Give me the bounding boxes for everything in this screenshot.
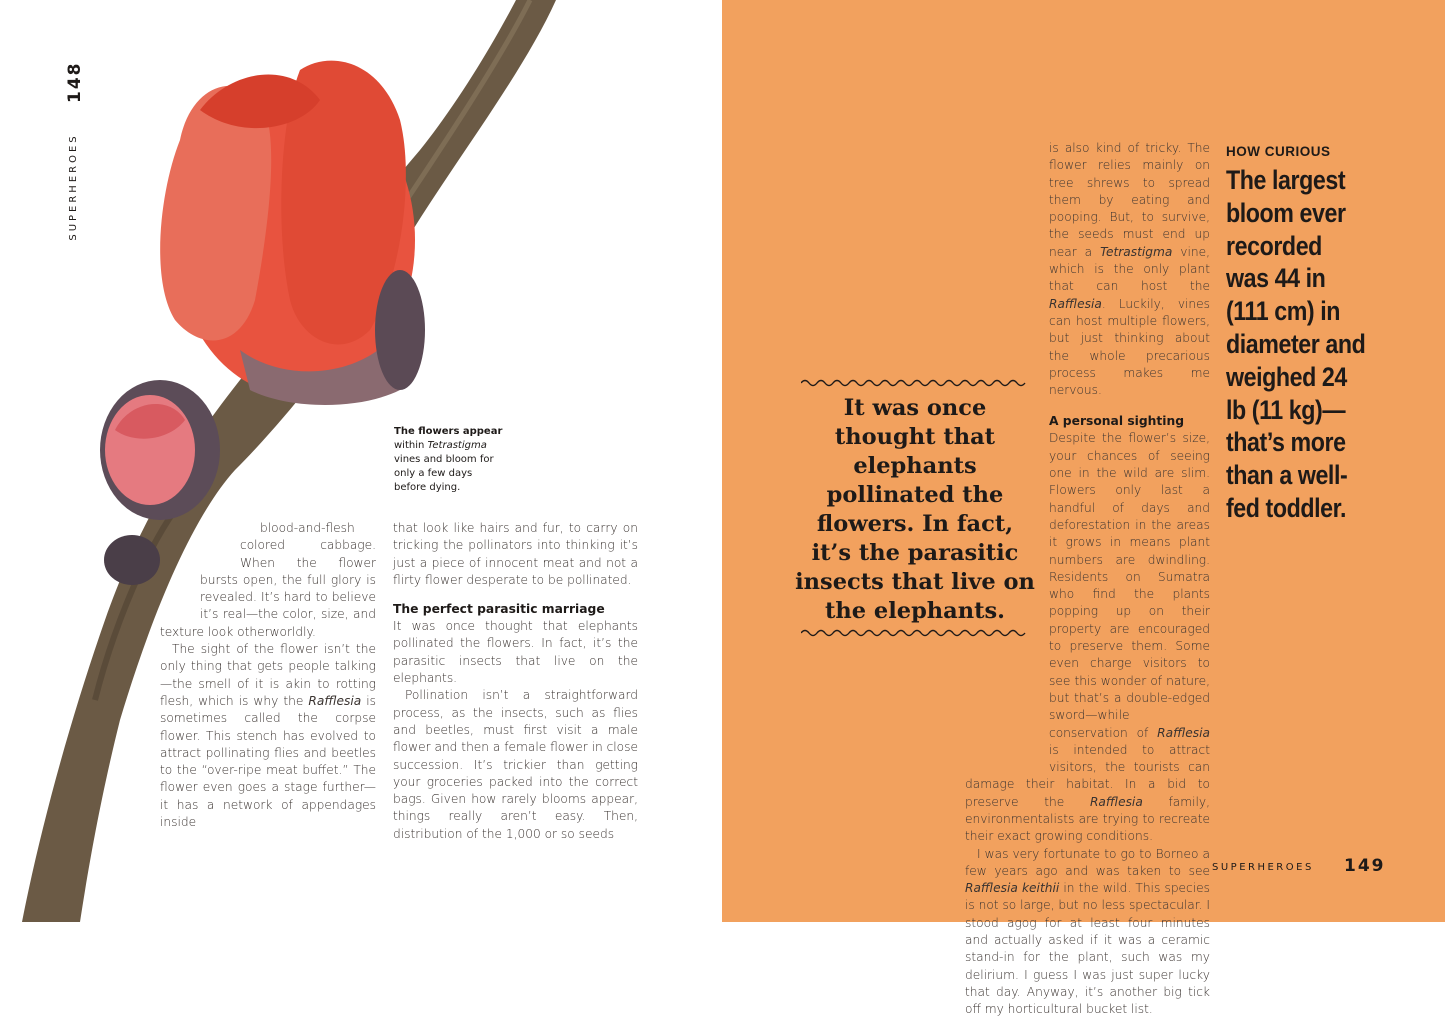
col2-paragraph-2: It was once thought that elephants pollinated the flowers. In fact, it’s the parasitic insects that live on the elephants. <box>393 619 638 686</box>
pull-quote-text: It was once thought that elephants pollinated the flowers. In fact, it’s the parasitic insects that live on the elephants. <box>795 395 1035 624</box>
pull-quote <box>795 378 1035 638</box>
wave-rule-bottom <box>801 628 1029 638</box>
col2-paragraph-1: that look like hairs and fur, to carry on tricking the pollinators into thinking it’s just a piece of innocent meat and not a flirty flower desperate to be pollinated. <box>393 521 638 587</box>
wave-rule-top <box>801 378 1029 388</box>
body-column-1 <box>160 520 376 831</box>
col1-paragraph-1: blood-and-flesh colored cabbage. When the flower bursts open, the full glory is revealed. It’s hard to believe it’s real—the color, size, and texture look otherworldly. <box>160 521 376 639</box>
illustration-caption <box>394 425 504 495</box>
col1-paragraph-2: The sight of the flower isn’t the only thing that gets people talking—the smell of it is akin to rotting flesh, which is why the Rafflesia is sometimes called the corpse flower. This stench has evolved to attract pollinating flies and beetles to the “over-ripe meat buffet.” The flower even goes a stage further—it has a network of appendages inside <box>160 642 376 830</box>
caption-bold: The flowers appear <box>394 426 503 437</box>
how-curious-label: HOW CURIOUS <box>1226 144 1331 159</box>
how-curious-fact: The largest bloom ever recorded was 44 in (111 cm) in diameter and weighed 24 lb (11 kg)—that’s more than a well-fed toddler. <box>1226 165 1366 523</box>
body-column-2 <box>393 520 638 843</box>
running-head-right: SUPERHEROES <box>1212 862 1314 873</box>
subhead-parasitic-marriage: The perfect parasitic marriage <box>393 602 605 617</box>
col3-paragraph-2: Despite the flower’s size, your chances of seeing one in the wild are slim. Flowers only last a handful of days and deforestation in the areas it grows in means plant numbers are dwindling. Residents on Sumatra who find the plants popping up on their property are encouraged to preserve them. Some even charge visitors to see this wonder of nature, but that’s a double-edged sword—while conservation of Rafflesia is intended to attract visitors, the tourists can damage their habitat. In a bid to preserve the Rafflesia family, environmentalists are trying to recreate their exact growing conditions. <box>965 431 1210 844</box>
col3-paragraph-3: I was very fortunate to go to Borneo a few years ago and was taken to see Rafflesia keithii in the wild. This species is not so large, but no less spectacular. I stood agog for at least four minutes and actually asked if it was a ceramic stand-in for the plant, such was my delirium. I guess I was just super lucky that day. Anyway, it’s another big tick off my horticultural bucket list. <box>965 846 1211 1017</box>
subhead-personal-sighting: A personal sighting <box>1049 414 1185 429</box>
tiny-bud <box>104 535 160 585</box>
caption-text: within <box>394 440 428 451</box>
col3-paragraph-1: is also kind of tricky. The flower relies mainly on tree shrews to spread them by eating and pooping. But, to survive, the seeds must end up near a Tetrastigma vine, which is the only plant that can host the Rafflesia. Luckily, vines can host multiple flowers, but just thinking about the whole precarious process makes me nervous. <box>1049 141 1210 398</box>
large-bud <box>160 61 425 405</box>
caption-text-2: vines and bloom for only a few days before dying. <box>394 454 494 493</box>
caption-italic: Tetrastigma <box>427 440 487 451</box>
running-head-left: SUPERHEROES <box>68 133 79 241</box>
left-page <box>0 0 722 922</box>
col2-paragraph-3: Pollination isn’t a straightforward process, as the insects, such as flies and beetles, must first visit a male flower and then a female flower in close succession. It’s trickier than getting your groceries packed into the correct bags. Given how rarely blooms appear, things really aren’t easy. Then, distribution of the 1,000 or so seeds <box>393 688 638 841</box>
page-number-right: 149 <box>1344 856 1386 876</box>
page-number-left: 148 <box>65 61 85 103</box>
small-bud <box>100 380 220 520</box>
